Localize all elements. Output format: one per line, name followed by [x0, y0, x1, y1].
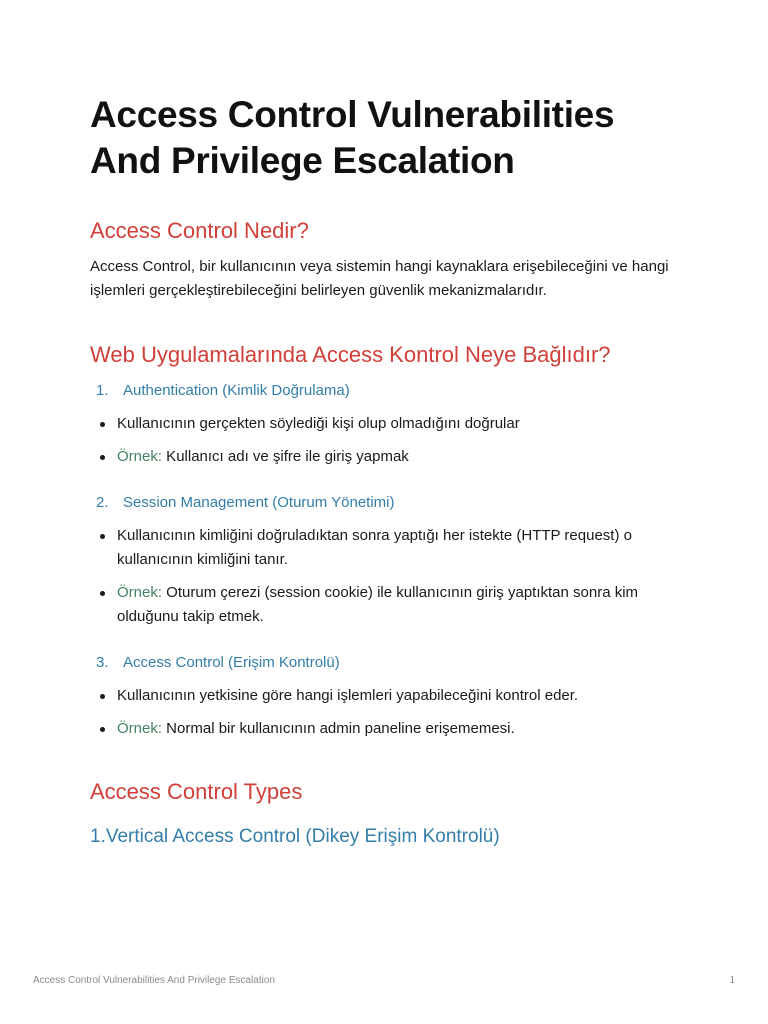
step-title: Authentication (Kimlik Doğrulama): [123, 382, 350, 399]
example-label: Örnek:: [117, 448, 163, 465]
section-heading-access-control-nedir: Access Control Nedir?: [90, 218, 309, 243]
list-item-authentication: [90, 379, 690, 469]
intro-paragraph: Access Control, bir kullanıcının veya sistemin hangi kaynaklara erişebileceğini ve hangi işlemleri gerçekleştirebileceğini belirleyen güvenlik mekanizmalarıdır.: [90, 258, 669, 299]
bullet-item: [90, 412, 690, 436]
example-text: Oturum çerezi (session cookie) ile kullanıcının giriş yaptıktan sonra kim olduğunu takip etmek.: [117, 584, 639, 625]
step-number: 3.: [96, 654, 109, 671]
subheading-vertical-access-control: 1.Vertical Access Control (Dikey Erişim Kontrolü): [90, 826, 500, 847]
bullet-list: [90, 524, 690, 629]
footer-title: Access Control Vulnerabilities And Privilege Escalation: [33, 975, 275, 986]
step-heading: [90, 651, 690, 675]
page-number: 1: [729, 975, 735, 986]
bullet-icon: [100, 422, 105, 427]
example-label: Örnek:: [117, 584, 163, 601]
bullet-icon: [100, 727, 105, 732]
bullet-icon: [100, 591, 105, 596]
example-text: Kullanıcı adı ve şifre ile giriş yapmak: [162, 448, 409, 465]
bullet-item: [90, 524, 690, 572]
bullet-icon: [100, 694, 105, 699]
bullet-list: [90, 684, 690, 741]
document-page: [90, 92, 690, 850]
page-title-line-2: And Privilege Escalation: [90, 140, 515, 181]
bullet-item-example: [90, 445, 690, 469]
page-footer: [33, 974, 735, 988]
list-item-session-management: [90, 491, 690, 629]
page-title: [90, 92, 690, 184]
bullet-icon: [100, 455, 105, 460]
bullet-text: Kullanıcının gerçekten söylediği kişi olup olmadığını doğrular: [117, 415, 520, 432]
section-heading-access-control-types: Access Control Types: [90, 779, 303, 804]
example-label: Örnek:: [117, 720, 163, 737]
step-number: 1.: [96, 382, 109, 399]
section-heading-access-kontrol: Web Uygulamalarında Access Kontrol Neye Bağlıdır?: [90, 342, 611, 367]
bullet-icon: [100, 534, 105, 539]
step-number: 2.: [96, 494, 109, 511]
bullet-list: [90, 412, 690, 469]
page-title-line-1: Access Control Vulnerabilities: [90, 94, 615, 135]
step-heading: [90, 379, 690, 403]
bullet-text: Kullanıcının yetkisine göre hangi işlemleri yapabileceğini kontrol eder.: [117, 687, 579, 704]
bullet-item-example: [90, 717, 690, 741]
step-title: Access Control (Erişim Kontrolü): [123, 654, 340, 671]
step-title: Session Management (Oturum Yönetimi): [123, 494, 395, 511]
numbered-list: [90, 379, 690, 741]
list-item-access-control: [90, 651, 690, 741]
example-text: Normal bir kullanıcının admin paneline erişememesi.: [162, 720, 515, 737]
bullet-item-example: [90, 581, 690, 629]
bullet-item: [90, 684, 690, 708]
step-heading: [90, 491, 690, 515]
bullet-text: Kullanıcının kimliğini doğruladıktan sonra yaptığı her istekte (HTTP request) o kullanıcının kimliğini tanır.: [117, 527, 632, 568]
